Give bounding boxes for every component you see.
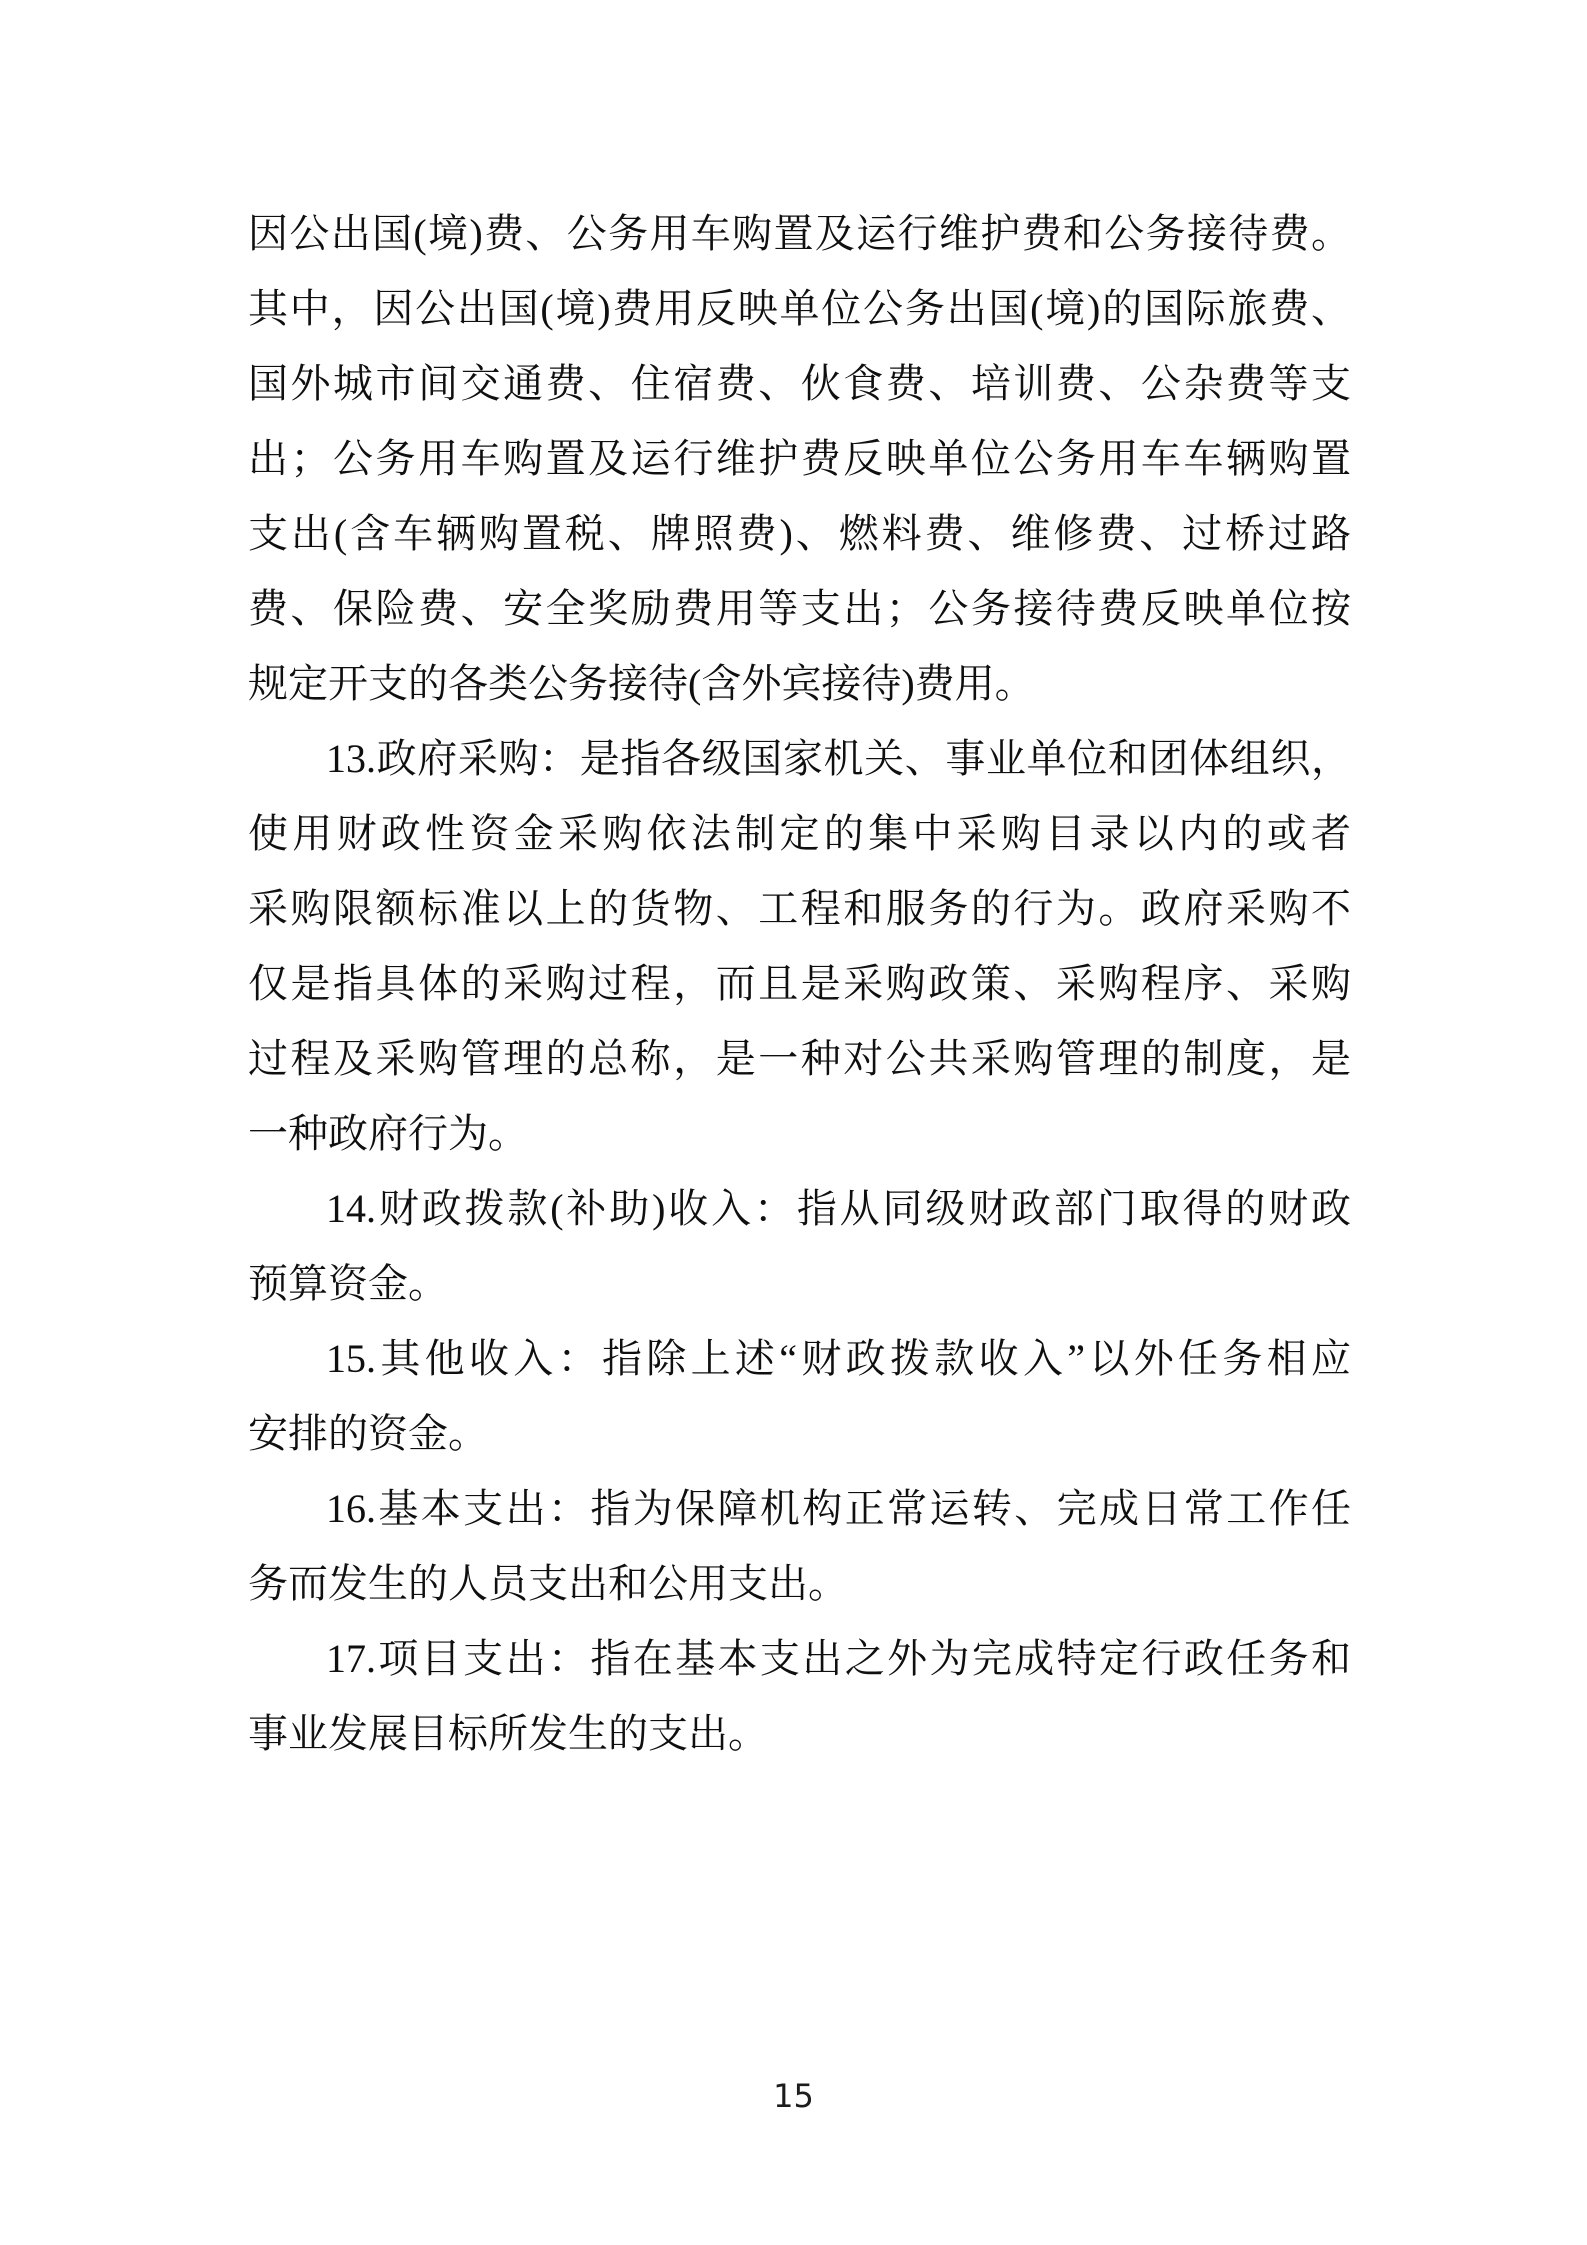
text-line: 因公出国(境)费、公务用车购置及运行维护费和公务接待费。	[248, 211, 1351, 256]
text-line: 国外城市间交通费、住宿费、伙食费、培训费、公杂费等支	[248, 361, 1351, 406]
document-text	[248, 196, 1351, 1771]
text-line: 过程及采购管理的总称，是一种对公共采购管理的制度，是	[248, 1036, 1351, 1081]
paragraph	[248, 196, 1351, 721]
text-line: 14.财政拨款(补助)收入：指从同级财政部门取得的财政	[326, 1186, 1351, 1231]
text-line: 务而发生的人员支出和公用支出。	[248, 1561, 848, 1606]
text-line: 出；公务用车购置及运行维护费反映单位公务用车车辆购置	[248, 436, 1351, 481]
paragraph	[248, 1621, 1351, 1771]
text-line: 支出(含车辆购置税、牌照费)、燃料费、维修费、过桥过路	[248, 511, 1351, 556]
text-line: 16.基本支出：指为保障机构正常运转、完成日常工作任	[326, 1486, 1351, 1531]
text-line: 13.政府采购：是指各级国家机关、事业单位和团体组织，	[326, 736, 1351, 781]
paragraph	[248, 1321, 1351, 1471]
paragraph	[248, 1471, 1351, 1621]
text-line: 安排的资金。	[248, 1411, 488, 1456]
text-line: 15.其他收入：指除上述“财政拨款收入”以外任务相应	[326, 1336, 1351, 1381]
paragraph	[248, 721, 1351, 1171]
paragraph	[248, 1171, 1351, 1321]
text-line: 规定开支的各类公务接待(含外宾接待)费用。	[248, 661, 1035, 706]
text-line: 一种政府行为。	[248, 1111, 528, 1156]
text-line: 17.项目支出：指在基本支出之外为完成特定行政任务和	[326, 1636, 1351, 1681]
text-line: 事业发展目标所发生的支出。	[248, 1711, 768, 1756]
text-line: 预算资金。	[248, 1261, 448, 1306]
text-line: 仅是指具体的采购过程，而且是采购政策、采购程序、采购	[248, 961, 1351, 1006]
text-line: 其中，因公出国(境)费用反映单位公务出国(境)的国际旅费、	[248, 286, 1351, 331]
text-line: 使用财政性资金采购依法制定的集中采购目录以内的或者	[248, 811, 1351, 856]
page-number: 15	[773, 2077, 814, 2115]
text-line: 费、保险费、安全奖励费用等支出；公务接待费反映单位按	[248, 586, 1351, 631]
text-line: 采购限额标准以上的货物、工程和服务的行为。政府采购不	[248, 886, 1351, 931]
